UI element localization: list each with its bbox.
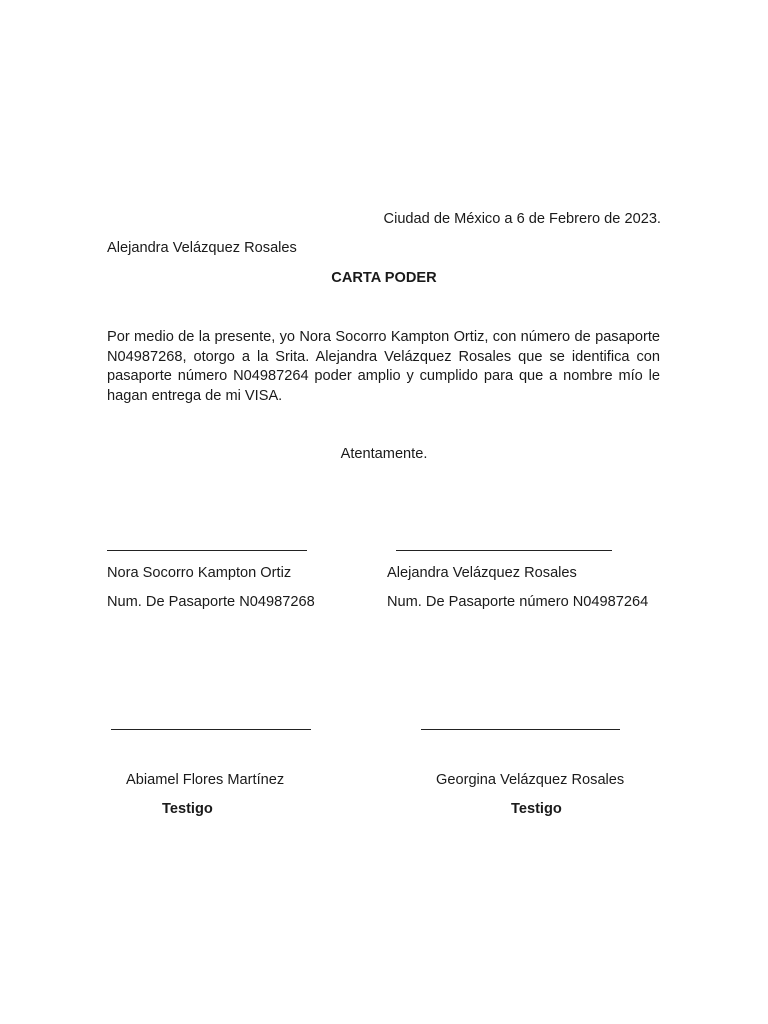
signature-line-grantee bbox=[396, 550, 612, 551]
letter-title: CARTA PODER bbox=[331, 270, 437, 286]
grantee-name: Alejandra Velázquez Rosales bbox=[387, 565, 577, 581]
witness-1-role: Testigo bbox=[162, 801, 213, 817]
signature-line-witness-1 bbox=[111, 729, 311, 730]
witness-2-role: Testigo bbox=[511, 801, 562, 817]
letter-closing: Atentamente. bbox=[340, 446, 428, 462]
grantor-passport: Num. De Pasaporte N04987268 bbox=[107, 594, 315, 610]
witness-2-name: Georgina Velázquez Rosales bbox=[436, 772, 625, 788]
letter-addressee: Alejandra Velázquez Rosales bbox=[107, 240, 297, 256]
letter-date: Ciudad de México a 6 de Febrero de 2023. bbox=[383, 211, 661, 227]
witness-1-name: Abiamel Flores Martínez bbox=[126, 772, 285, 788]
letter-body: Por medio de la presente, yo Nora Socorro Kampton Ortiz, con número de pasaporte N04987268, otorgo a la Srita. Alejandra Velázquez Rosales que se identifica con pasaporte número N04987264 poder amplio y cumplido para que a nombre mío le hagan entrega de mi VISA. bbox=[107, 329, 660, 404]
signature-line-grantor bbox=[107, 550, 307, 551]
grantor-name: Nora Socorro Kampton Ortiz bbox=[107, 565, 292, 581]
signature-line-witness-2 bbox=[421, 729, 620, 730]
grantee-passport: Num. De Pasaporte número N04987264 bbox=[387, 594, 649, 610]
